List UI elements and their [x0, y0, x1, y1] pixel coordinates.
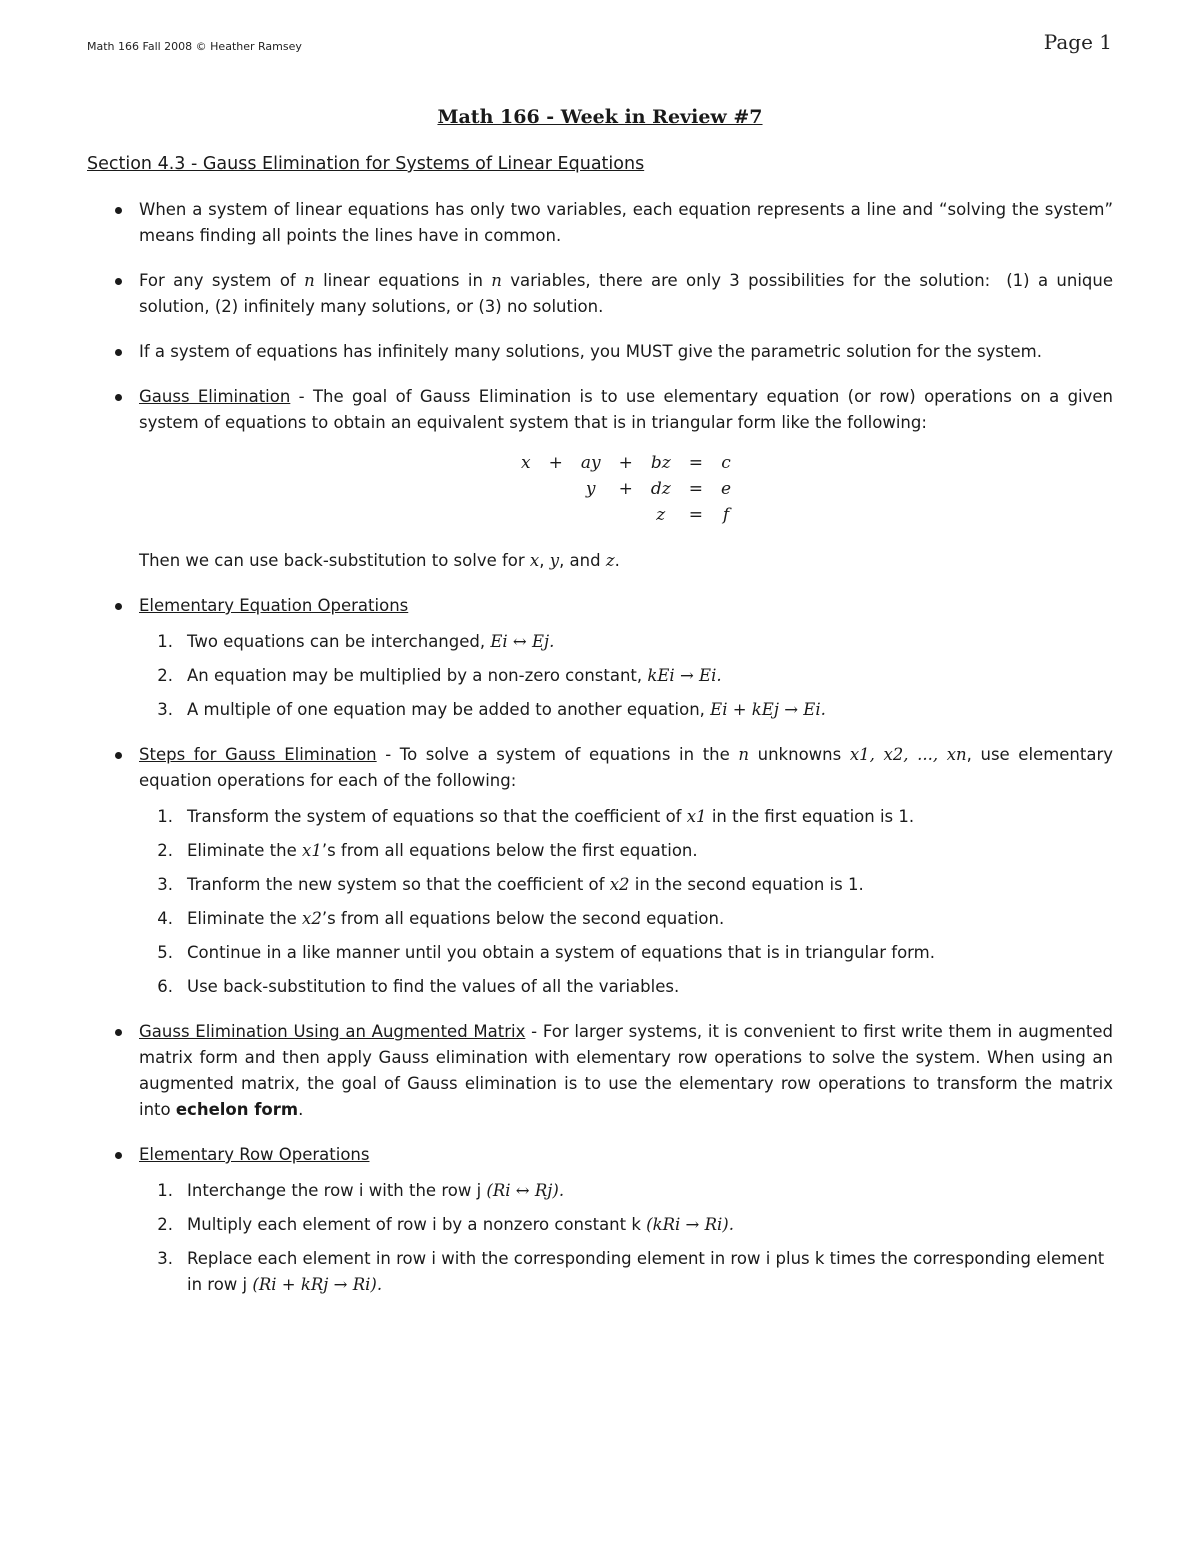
term-steps-gauss: Steps for Gauss Elimination: [139, 745, 377, 764]
equation-row-3: z = f: [656, 505, 730, 525]
page-number: Page 1: [1043, 30, 1112, 54]
equation-row-1: x + ay + bz = c: [521, 453, 731, 473]
list-item: 2. An equation may be multiplied by a non-zero constant, kEi → Ei.: [157, 666, 722, 685]
term-equation-operations: Elementary Equation Operations: [139, 596, 409, 615]
list-item: 3. A multiple of one equation may be added to another equation, Ei + kEj → Ei.: [157, 700, 826, 719]
bullet-gauss-elimination: Gauss Elimination - The goal of Gauss Elimination is to use elementary equation (or row) operations on a given system of equations to obtain an equivalent system that is in triangular form like the following: x + ay + bz = c y + dz = e z = f Then we can use back-substitution to solve for x, y, and z.: [87, 384, 1113, 574]
term-augmented-matrix: Gauss Elimination Using an Augmented Matrix: [139, 1022, 526, 1041]
bullet-steps-gauss: Steps for Gauss Elimination - To solve a system of equations in the n unknowns x1, x2, ..., xn, use elementary equation operations for each of the following: 1. Transform the system of equations so that the coefficient of x1 in the first equation is 1. 2. Eliminate the x1’s from all equations below the first equation. 3. Tranform the new system so that the coefficient of x2 in the second equation is 1. 4. Eliminate the x2’s from all equations below the second equation. 5. Continue in a like manner until you obtain a system of equations that is in triangular form. 6. Use back-substitution to find the values of all the variables.: [87, 742, 1113, 1000]
main-content: [87, 197, 1113, 1317]
list-item: 1. Interchange the row i with the row j (Ri ↔ Rj).: [157, 1181, 565, 1200]
bullet-augmented-matrix: Gauss Elimination Using an Augmented Matrix - For larger systems, it is convenient to first write them in augmented matrix form and then apply Gauss elimination with elementary row operations to solve the system. When using an augmented matrix, the goal of Gauss elimination is to use the elementary row operations to transform the matrix into echelon form.: [87, 1019, 1113, 1123]
list-item: 1. Transform the system of equations so that the coefficient of x1 in the first equation is 1.: [157, 807, 915, 826]
list-item: 3. Replace each element in row i with the corresponding element in row i plus k times the corresponding element in row j (Ri + kRj → Ri).: [157, 1249, 1105, 1294]
triangular-system: [139, 450, 1113, 528]
list-item: 2. Multiply each element of row i by a nonzero constant k (kRi → Ri).: [157, 1215, 734, 1234]
running-header: Math 166 Fall 2008 © Heather Ramsey: [87, 40, 302, 53]
document-title: Math 166 - Week in Review #7: [437, 106, 763, 128]
bullet-row-operations: [87, 1142, 1113, 1298]
bullet-two-variables: When a system of linear equations has only two variables, each equation represents a line and “solving the system” means finding all points the lines have in common.: [87, 197, 1113, 249]
list-item: 2. Eliminate the x1’s from all equations below the first equation.: [157, 841, 698, 860]
bullet-equation-operations: [87, 593, 1113, 723]
term-gauss-elimination: Gauss Elimination: [139, 387, 291, 406]
list-item: 3. Tranform the new system so that the coefficient of x2 in the second equation is 1.: [157, 875, 864, 894]
list-item: 5. Continue in a like manner until you obtain a system of equations that is in triangular form.: [157, 943, 935, 962]
term-row-operations: Elementary Row Operations: [139, 1145, 370, 1164]
equation-operations-list: [139, 629, 1113, 723]
section-heading: Section 4.3 - Gauss Elimination for Systems of Linear Equations: [87, 154, 645, 174]
list-item: 6. Use back-substitution to find the values of all the variables.: [157, 977, 680, 996]
row-operations-list: [139, 1178, 1113, 1298]
back-substitution-note: Then we can use back-substitution to solve for x, y, and z.: [139, 551, 620, 570]
bullet-parametric: If a system of equations has infinitely many solutions, you MUST give the parametric solution for the system.: [87, 339, 1113, 365]
bullet-three-possibilities: For any system of n linear equations in n variables, there are only 3 possibilities for the solution: (1) a unique solution, (2) infinitely many solutions, or (3) no solution.: [87, 268, 1113, 320]
gauss-steps-list: [139, 804, 1113, 1000]
list-item: 1. Two equations can be interchanged, Ei ↔ Ej.: [157, 632, 555, 651]
equation-row-2: y + dz = e: [585, 479, 731, 499]
list-item: 4. Eliminate the x2’s from all equations below the second equation.: [157, 909, 725, 928]
